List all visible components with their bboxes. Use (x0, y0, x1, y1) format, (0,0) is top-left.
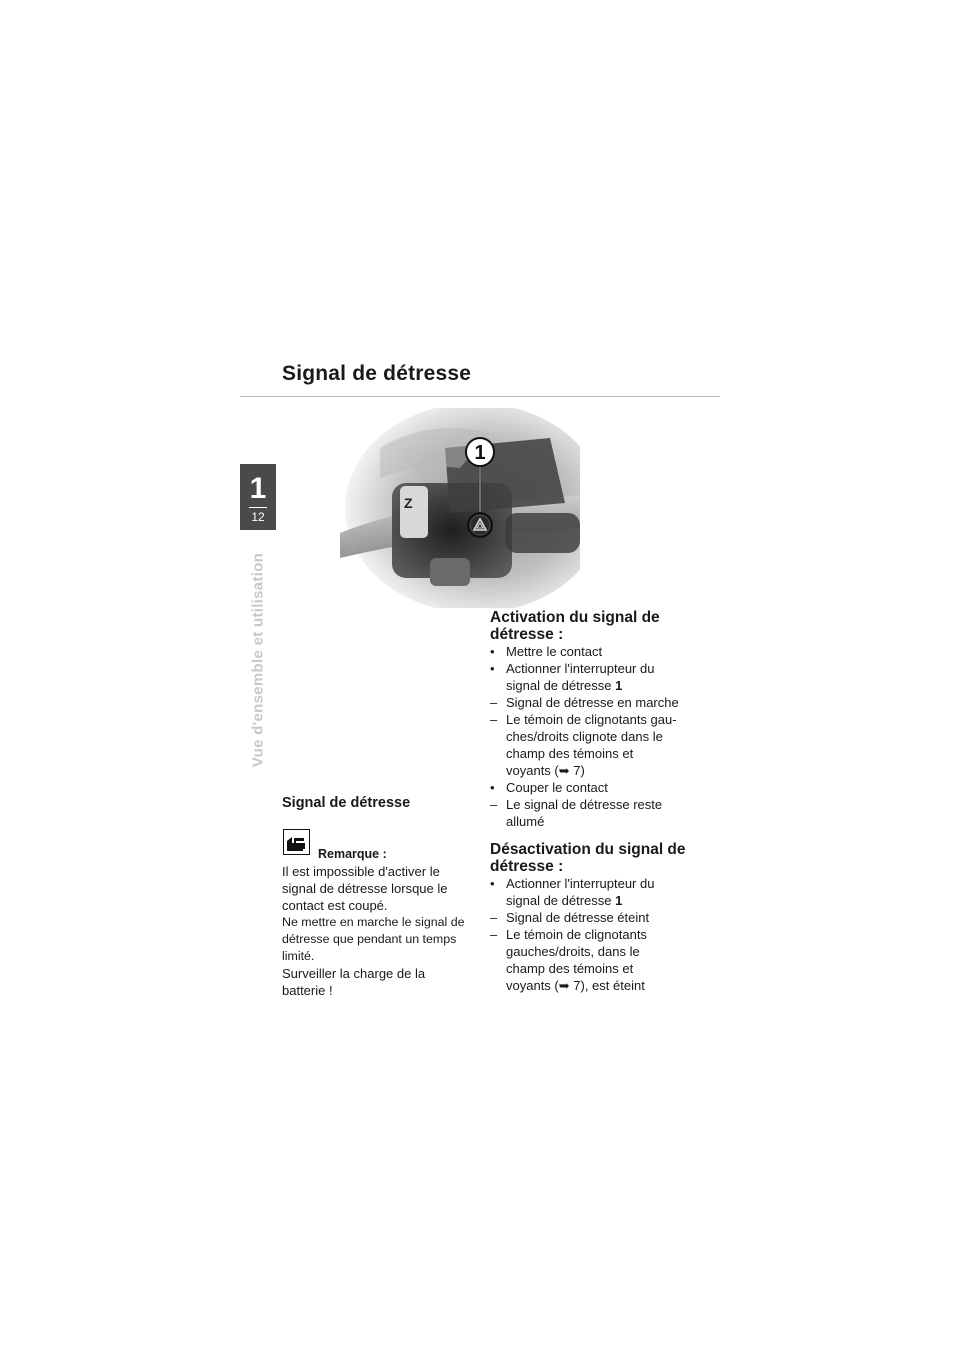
list-text: voyants ( (506, 763, 559, 778)
deactivation-list (490, 875, 710, 994)
list-marker: • (490, 644, 495, 659)
chapter-divider (249, 507, 267, 508)
list-text: signal de détresse (506, 678, 616, 693)
activation-heading-line: Activation du signal de (490, 609, 660, 626)
list-marker: – (490, 910, 498, 925)
note-line: Il est impossible d'activer le (282, 864, 440, 879)
note-line: contact est coupé. (282, 898, 388, 913)
list-marker: • (490, 780, 495, 795)
list-text: gauches/droits, dans le (506, 944, 640, 959)
callout-ref: 1 (615, 893, 623, 908)
note-line-small: détresse que pendant un temps (282, 932, 457, 946)
callout-1: 1 (474, 442, 486, 464)
note-line: signal de détresse lorsque le (282, 881, 448, 896)
title-divider (240, 396, 720, 397)
list-item (490, 875, 710, 909)
page-number: 12 (251, 510, 265, 524)
list-text: Signal de détresse en marche (506, 695, 679, 710)
list-item (490, 909, 710, 926)
list-marker: – (490, 797, 498, 812)
list-text: signal de détresse (506, 893, 616, 908)
page-ref-arrow-icon: ➥ (558, 763, 570, 778)
activation-list (490, 643, 710, 830)
list-text: Mettre le contact (506, 644, 603, 659)
list-marker: • (490, 661, 495, 676)
list-text: champ des témoins et (506, 961, 634, 976)
deactivation-heading-line: Désactivation du signal de (490, 841, 686, 858)
chapter-number: 1 (249, 472, 267, 505)
list-text: Actionner l'interrupteur du (506, 661, 655, 676)
note-label: Remarque : (318, 847, 387, 861)
list-text: Signal de détresse éteint (506, 910, 650, 925)
activation-heading (490, 609, 710, 643)
list-text: champ des témoins et (506, 746, 634, 761)
list-text: Couper le contact (506, 780, 608, 795)
list-item (490, 779, 710, 796)
note-line-small: Ne mettre en marche le signal de (282, 915, 465, 929)
note-hand-icon (283, 829, 310, 855)
page-ref-arrow-icon: ➥ (558, 978, 570, 993)
list-marker: – (490, 927, 498, 942)
list-marker: – (490, 712, 498, 727)
page-ref[interactable]: 7), est éteint (569, 978, 645, 993)
list-text: Actionner l'interrupteur du (506, 876, 655, 891)
page-title: Signal de détresse (282, 362, 472, 385)
list-text: Le signal de détresse reste (506, 797, 663, 812)
note-line-small: limité. (282, 949, 315, 963)
list-item (490, 711, 710, 779)
list-text: allumé (506, 814, 545, 829)
list-text: Le témoin de clignotants gau- (506, 712, 677, 727)
hazard-switch-photo (340, 408, 580, 608)
list-marker: – (490, 695, 498, 710)
callout-ref: 1 (615, 678, 623, 693)
list-text: voyants ( (506, 978, 559, 993)
list-item (490, 643, 710, 660)
deactivation-heading-line: détresse : (490, 858, 564, 875)
page-ref[interactable]: 7) (569, 763, 585, 778)
list-item (490, 660, 710, 694)
list-item (490, 926, 710, 994)
left-heading: Signal de détresse (282, 795, 411, 811)
list-text: ches/droits clignote dans le (506, 729, 663, 744)
list-item (490, 796, 710, 830)
note-body (282, 863, 480, 999)
list-marker: • (490, 876, 495, 891)
svg-text:Z: Z (404, 495, 413, 511)
list-item (490, 694, 710, 711)
note-line: Surveiller la charge de la (282, 966, 426, 981)
right-column (490, 609, 710, 994)
activation-heading-line: détresse : (490, 626, 564, 643)
deactivation-heading (490, 841, 710, 875)
section-caption: Vue d'ensemble et utilisation (249, 552, 267, 768)
list-text: Le témoin de clignotants (506, 927, 647, 942)
note-line: batterie ! (282, 983, 333, 998)
chapter-tab (240, 464, 276, 530)
